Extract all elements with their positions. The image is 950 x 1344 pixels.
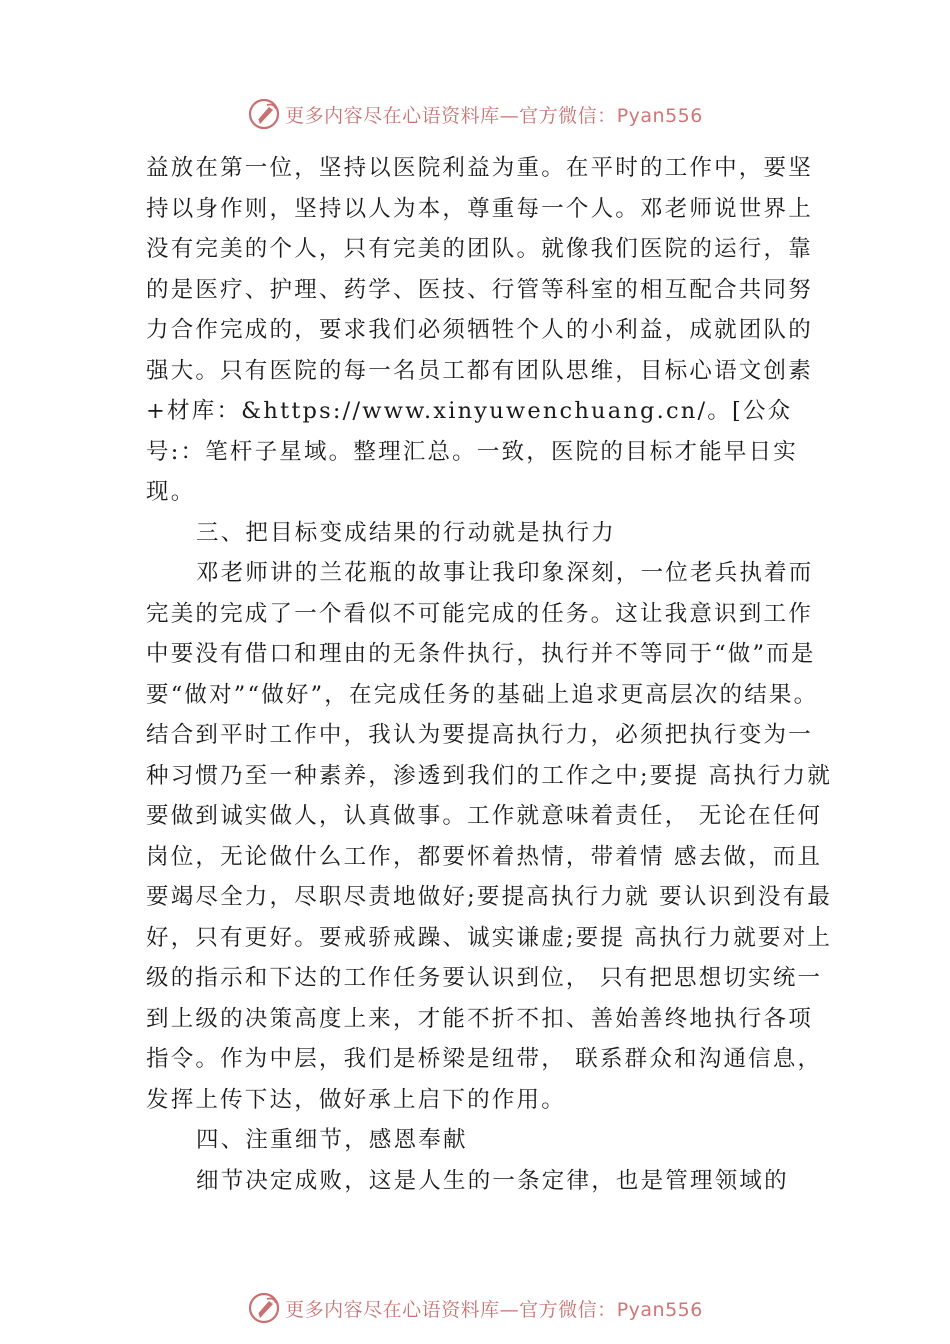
header-wechat-id: Pyan556 [616,104,703,127]
page-footer-banner [0,1288,950,1328]
document-body [146,148,836,1201]
header-brand-name: 更多内容尽在心语资料库 [285,104,500,127]
header-brand-text [285,101,703,128]
footer-separator: — [499,1298,520,1321]
pen-logo-icon [247,1291,281,1325]
paragraph-teamwork-end: 益放在第一位，坚持以医院利益为重。在平时的工作中，要坚持以身作则，坚持以人为本，尊重每一个人。邓老师说世界上没有完美的个人，只有完美的团队。就像我们医院的运行，靠的是医疗、护理、药学、医技、行管等科室的相互配合共同努力合作完成的，要求我们必须牺牲个人的小利益，成就团队的强大。只有医院的每一名员工都有团队思维，目标心语文创素+材库：&https://www.xinyuwenchuang.cn/。[公众号:：笔杆子星域。整理汇总。一致，医院的目标才能早日实现。 [146,155,813,505]
section-heading-details: 四、注重细节，感恩奉献 [196,1127,468,1153]
paragraph-details-start: 细节决定成败，这是人生的一条定律，也是管理领域的 [196,1167,789,1194]
paragraph-execution: 邓老师讲的兰花瓶的故事让我印象深刻，一位老兵执着而完美的完成了一个看似不可能完成的任务。这让我意识到工作中要没有借口和理由的无条件执行，执行并不等同于“做”而是要“做对”“做好”，在完成任务的基础上追求更高层次的结果。结合到平时工作中，我认为要提高执行力，必须把执行变为一种习惯乃至一种素养，渗透到我们的工作之中;要提 高执行力就要做到诚实做人，认真做事。工作就意味着责任， 无论在任何岗位，无论做什么工作，都要怀着热情，带着情 感去做，而且要竭尽全力，尽职尽责地做好;要提高执行力就 要认识到没有最好，只有更好。要戒骄戒躁、诚实谦虚;要提 高执行力就要对上级的指示和下达的工作任务要认识到位， 只有把思想切实统一到上级的决策高度上来，才能不折不扣、善始善终地执行各项指令。作为中层，我们是桥梁是纽带， 联系群众和沟通信息，发挥上传下达，做好承上启下的作用。 [146,560,833,1113]
header-separator: — [499,104,520,127]
footer-wechat-label: 官方微信： [519,1298,617,1321]
page-header-banner [0,94,950,134]
footer-brand-name: 更多内容尽在心语资料库 [285,1298,500,1321]
header-wechat-label: 官方微信： [519,104,617,127]
footer-wechat-id: Pyan556 [616,1298,703,1321]
footer-brand-text [285,1295,703,1322]
section-heading-execution: 三、把目标变成结果的行动就是执行力 [196,519,616,546]
pen-logo-icon [247,97,281,131]
